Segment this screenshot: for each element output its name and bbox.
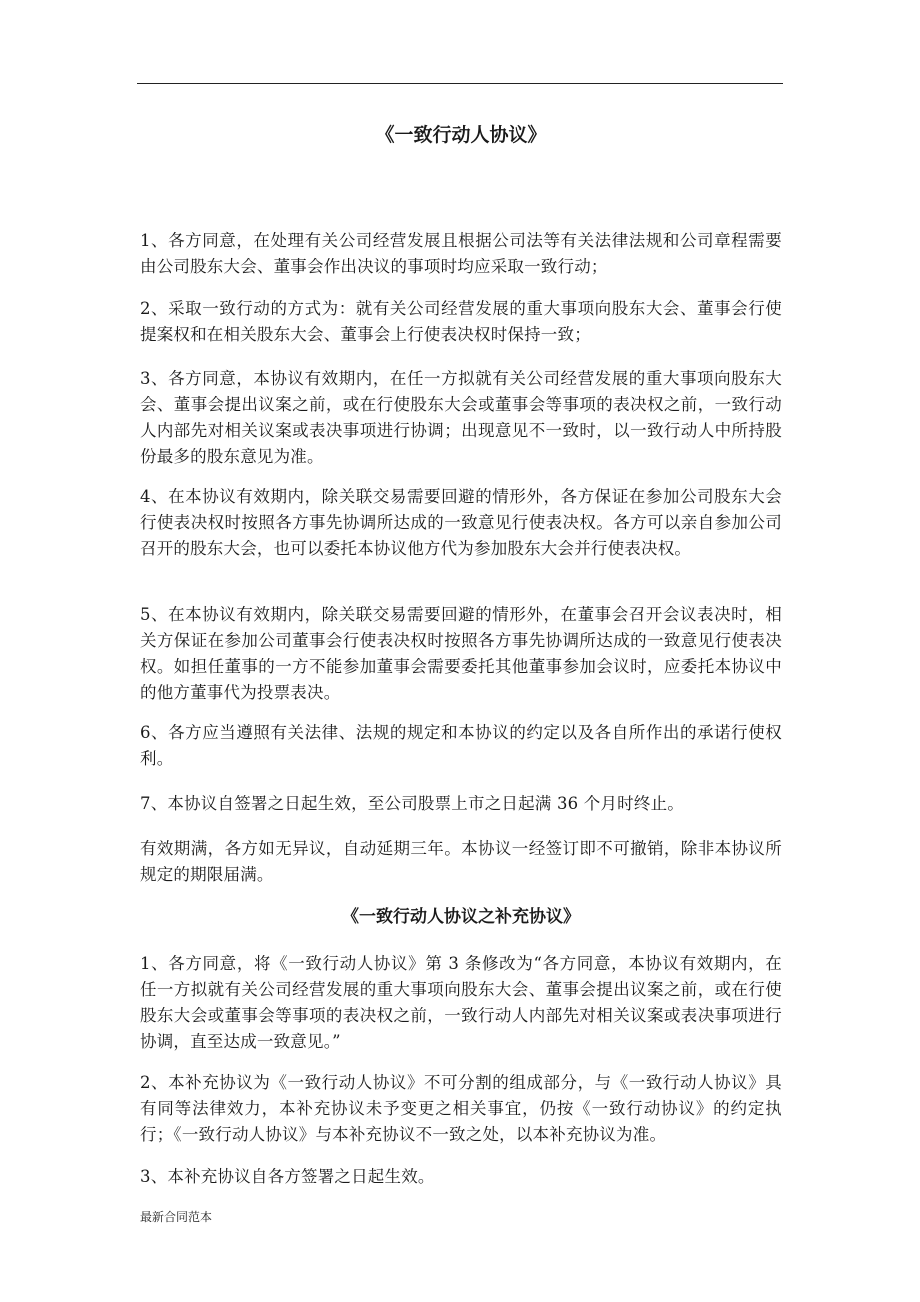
- clause-2: 2、采取一致行动的方式为：就有关公司经营发展的重大事项向股东大会、董事会行使提案权和在相关股东大会、董事会上行使表决权时保持一致；: [140, 299, 782, 344]
- clause-7: 7、本协议自签署之日起生效，至公司股票上市之日起满 36 个月时终止。: [140, 794, 684, 813]
- supplement-clause-2: 2、本补充协议为《一致行动人协议》不可分割的组成部分，与《一致行动人协议》具有同等法律效力，本补充协议未予变更之相关事宜，仍按《一致行动协议》的约定执行；《一致行动人协议》与本补充协议不一致之处，以本补充协议为准。: [140, 1073, 782, 1144]
- validity-paragraph: 有效期满，各方如无异议，自动延期三年。本协议一经签订即不可撤销，除非本协议所规定的期限届满。: [140, 839, 782, 884]
- clause-3: 3、各方同意，本协议有效期内，在任一方拟就有关公司经营发展的重大事项向股东大会、董事会提出议案之前，或在行使股东大会或董事会等事项的表决权之前，一致行动人内部先对相关议案或表决事项进行协调；出现意见不一致时，以一致行动人中所持股份最多的股东意见为准。: [140, 369, 782, 466]
- clause-6: 6、各方应当遵照有关法律、法规的规定和本协议的约定以及各自所作出的承诺行使权利。: [140, 723, 782, 768]
- clause-1: 1、各方同意，在处理有关公司经营发展且根据公司法等有关法律法规和公司章程需要由公司股东大会、董事会作出决议的事项时均应采取一致行动；: [140, 231, 782, 276]
- supplement-clause-3: 3、本补充协议自各方签署之日起生效。: [140, 1167, 435, 1186]
- clause-5: 5、在本协议有效期内，除关联交易需要回避的情形外，在董事会召开会议表决时，相关方保证在参加公司董事会行使表决权时按照各方事先协调所达成的一致意见行使表决权。如担任董事的一方不能参加董事会需要委托其他董事参加会议时，应委托本协议中的他方董事代为投票表决。: [140, 605, 782, 702]
- document-title: 《一致行动人协议》: [375, 124, 547, 146]
- supplement-clause-1: 1、各方同意，将《一致行动人协议》第 3 条修改为“各方同意，本协议有效期内，在任一方拟就有关公司经营发展的重大事项向股东大会、董事会提出议案之前，或在行使股东大会或董事会等事项的表决权之前，一致行动人内部先对相关议案或表决事项进行协调，直至达成一致意见。”: [140, 954, 782, 1051]
- header-rule: [137, 83, 783, 84]
- page-footer: 最新合同范本: [140, 1210, 213, 1224]
- clause-4: 4、在本协议有效期内，除关联交易需要回避的情形外，各方保证在参加公司股东大会行使表决权时按照各方事先协调所达成的一致意见行使表决权。各方可以亲自参加公司召开的股东大会，也可以委托本协议他方代为参加股东大会并行使表决权。: [140, 487, 782, 558]
- supplement-title: 《一致行动人协议之补充协议》: [342, 907, 580, 927]
